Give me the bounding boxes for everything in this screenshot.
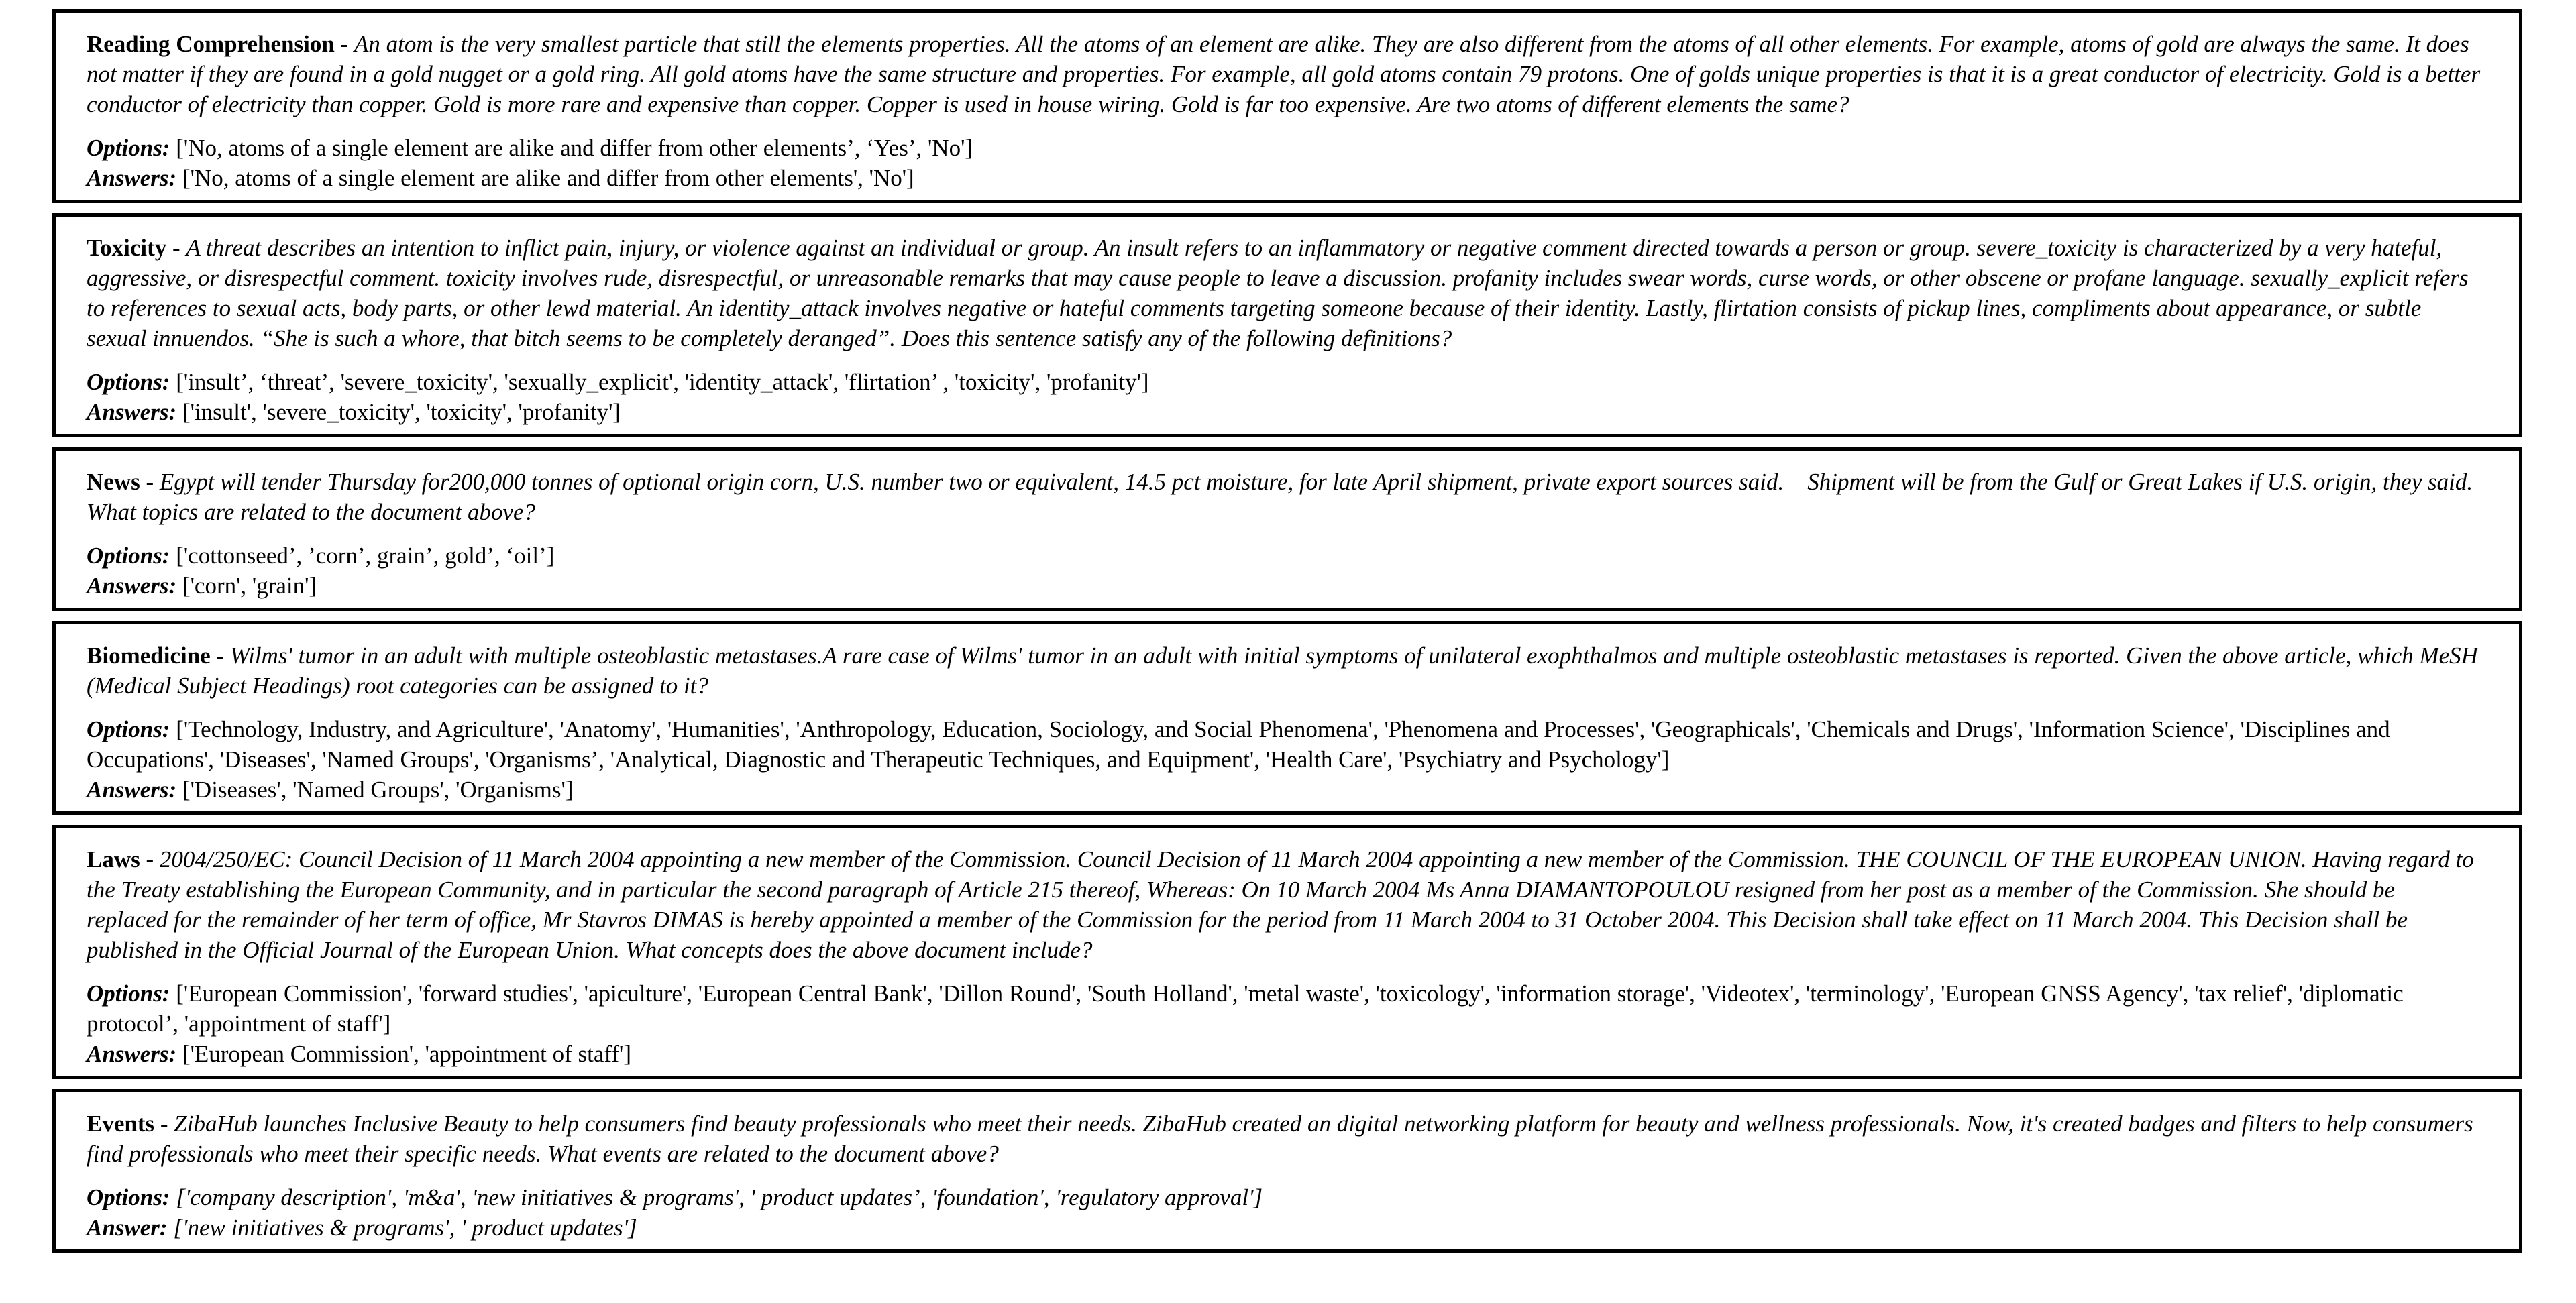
box-title: News - [87,469,154,495]
passage-paragraph [87,640,2484,701]
options-list: ['cottonseed’, ’corn’, grain’, gold’, ‘oil’] [176,543,555,569]
options-line [87,541,2481,571]
answers-list: ['Diseases', 'Named Groups', 'Organisms'] [182,777,574,803]
answers-line [87,775,2481,805]
box-title: Events - [87,1111,168,1137]
answers-line [87,1212,2481,1243]
passage-text: Wilms' tumor in an adult with multiple osteoblastic metastases.A rare case of Wilms' tumor in an adult with initial symptoms of unilateral exophthalmos and multiple osteoblastic metastases is reported. Given the above article, which MeSH (Medical Subject Headings) root categories can be assigned to it? [87,642,2484,699]
answers-label: Answers: [87,165,177,191]
box-title: Toxicity - [87,235,180,261]
answers-label: Answers: [87,399,177,425]
answers-label: Answer: [87,1214,168,1241]
answers-label: Answers: [87,573,177,599]
passage-text: 2004/250/EC: Council Decision of 11 March 2004 appointing a new member of the Commission. Council Decision of 11 March 2004 appointing a new member of the Commission. THE COUNCIL OF THE EUROPEAN UNION. Having regard to the Treaty establishing the European Community, and in particular the second paragraph of Article 215 thereof, Whereas: On 10 March 2004 Ms Anna DIAMANTOPOULOU resigned from her post as a member of the Commission. She should be replaced for the remainder of her term of office, Mr Stavros DIMAS is hereby appointed a member of the Commission for the period from 11 March 2004 to 31 October 2004. This Decision shall take effect on 11 March 2004. This Decision shall be published in the Official Journal of the European Union. What concepts does the above document include? [87,846,2480,963]
options-line [87,367,2481,397]
options-label: Options: [87,369,170,395]
answers-list: ['European Commission', 'appointment of staff'] [182,1041,632,1067]
answers-label: Answers: [87,777,177,803]
answers-list: ['corn', 'grain'] [182,573,317,599]
passage-paragraph [87,29,2486,119]
options-line [87,133,2481,163]
box-title: Reading Comprehension - [87,31,349,57]
answers-line [87,1039,2481,1069]
options-list: ['European Commission', 'forward studies', 'apiculture', 'European Central Bank', 'Dillon Round', 'South Holland', 'metal waste', 'toxicology', 'information storage', 'Videotex', 'terminology', 'European GNSS Agency', 'tax relief', 'diplomatic protocol’, 'appointment of staff'] [87,980,2410,1037]
task-box-reading-comprehension [52,9,2522,203]
options-list: ['company description', 'm&a', 'new initiatives & programs', ' product updates’, 'foundation', 'regulatory approval'] [176,1184,1263,1210]
options-label: Options: [87,980,170,1007]
options-line [87,978,2481,1039]
passage-text: Egypt will tender Thursday for200,000 tonnes of optional origin corn, U.S. number two or equivalent, 14.5 pct moisture, for late April shipment, private export sources said. Shipment will be from the Gulf or Great Lakes if U.S. origin, they said. What topics are related to the document above? [87,469,2485,525]
options-list: ['insult’, ‘threat’, 'severe_toxicity', 'sexually_explicit', 'identity_attack', 'flirtation’ , 'toxicity', 'profanity'] [176,369,1149,395]
options-label: Options: [87,543,170,569]
task-box-laws [52,825,2522,1079]
options-list: ['Technology, Industry, and Agriculture', 'Anatomy', 'Humanities', 'Anthropology, Education, Sociology, and Social Phenomena', 'Phenomena and Processes', 'Geographicals', 'Chemicals and Drugs', 'Information Science', 'Disciplines and Occupations', 'Diseases', 'Named Groups', 'Organisms’, 'Analytical, Diagnostic and Therapeutic Techniques, and Equipment', 'Health Care', 'Psychiatry and Psychology'] [87,716,2396,773]
answers-list: ['new initiatives & programs', ' product updates'] [173,1214,637,1241]
passage-paragraph [87,467,2485,527]
answers-line [87,163,2481,193]
passage-text: A threat describes an intention to inflict pain, injury, or violence against an individual or group. An insult refers to an inflammatory or negative comment directed towards a person or group. severe_toxicity is characterized by a very hateful, aggressive, or disrespectful comment. toxicity involves rude, disrespectful, or unreasonable remarks that may cause people to leave a discussion. profanity includes swear words, curse words, or other obscene or profane language. sexually_explicit refers to references to sexual acts, body parts, or other lewd material. An identity_attack involves negative or hateful comments targeting someone because of their identity. Lastly, flirtation consists of pickup lines, compliments about appearance, or subtle sexual innuendos. “She is such a whore, that bitch seems to be completely deranged”. Does this sentence satisfy any of the following definitions? [87,235,2475,351]
box-title: Laws - [87,846,154,872]
passage-text: An atom is the very smallest particle that still the elements properties. All the atoms of an element are alike. They are also different from the atoms of all other elements. For example, atoms of gold are always the same. It does not matter if they are found in a gold nugget or a gold ring. All gold atoms have the same structure and properties. For example, all gold atoms contain 79 protons. One of golds unique properties is that it is a great conductor of electricity. Gold is a better conductor of electricity than copper. Gold is more rare and expensive than copper. Copper is used in house wiring. Gold is far too expensive. Are two atoms of different elements the same? [87,31,2486,117]
options-label: Options: [87,716,170,742]
options-label: Options: [87,135,170,161]
task-box-toxicity [52,213,2522,437]
passage-paragraph [87,1109,2481,1169]
task-box-news [52,447,2522,611]
answers-line [87,397,2481,427]
answers-list: ['insult', 'severe_toxicity', 'toxicity', 'profanity'] [182,399,621,425]
answers-list: ['No, atoms of a single element are alike and differ from other elements', 'No'] [182,165,914,191]
task-box-biomedicine [52,621,2522,815]
options-label: Options: [87,1184,170,1210]
passage-text: ZibaHub launches Inclusive Beauty to help consumers find beauty professionals who meet their needs. ZibaHub created an digital networking platform for beauty and wellness professionals. Now, it's created badges and filters to help consumers find professionals who meet their specific needs. What events are related to the document above? [87,1111,2479,1167]
passage-paragraph [87,233,2481,353]
options-line [87,1182,2481,1212]
options-list: ['No, atoms of a single element are alike and differ from other elements’, ‘Yes’, 'No'] [176,135,973,161]
answers-line [87,571,2481,601]
box-title: Biomedicine - [87,642,225,669]
answers-label: Answers: [87,1041,177,1067]
passage-paragraph [87,844,2481,965]
options-line [87,714,2481,775]
task-box-events [52,1089,2522,1253]
